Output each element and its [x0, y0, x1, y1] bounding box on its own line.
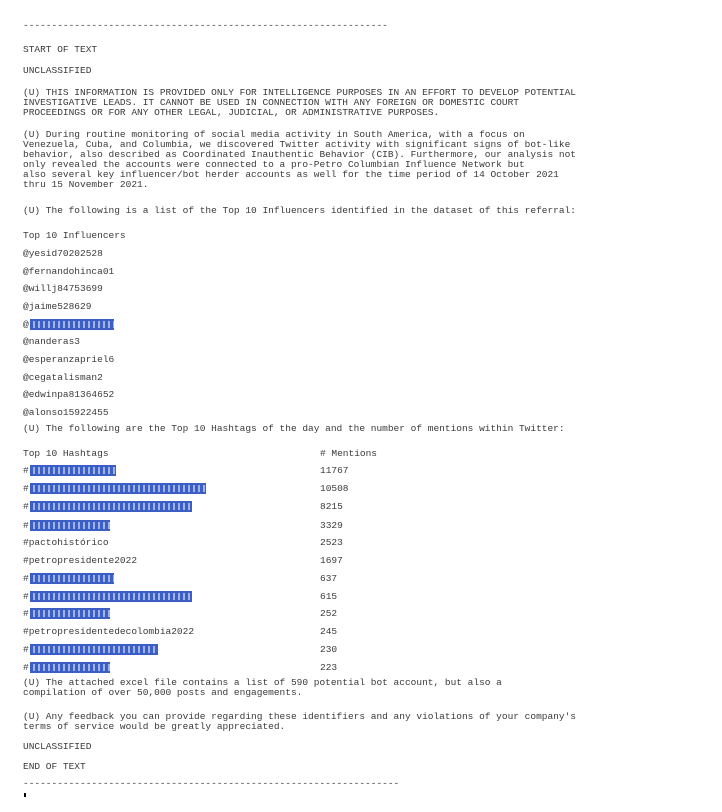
classification-top: UNCLASSIFIED — [23, 65, 92, 76]
notice-line: (U) THIS INFORMATION IS PROVIDED ONLY FOR INTELLIGENCE PURPOSES IN AN EFFORT TO DEVELOP POTENTIAL — [23, 87, 576, 98]
influencer-item: @yesid70202528 — [23, 248, 103, 259]
influencer-item: @jaime528629 — [23, 301, 92, 312]
monitoring-line: (U) During routine monitoring of social media activity in South America, with a focus on — [23, 129, 525, 140]
start-of-text: START OF TEXT — [23, 44, 98, 55]
feedback-line: (U) Any feedback you can provide regarding these identifiers and any violations of your company's — [23, 711, 576, 722]
notice-line: PROCEEDINGS OR FOR ANY OTHER LEGAL, JUDICIAL, OR ADMINISTRATIVE PURPOSES. — [23, 107, 440, 118]
redaction-bar — [30, 319, 114, 330]
hashtags-intro: (U) The following are the Top 10 Hashtags of the day and the number of mentions within Twitter: — [23, 423, 565, 434]
mention-count: 3329 — [320, 520, 343, 531]
redaction-bar — [30, 591, 192, 602]
attached-line: (U) The attached excel file contains a list of 590 potential bot account, but also a — [23, 677, 502, 688]
hashtag-item: #petropresidentedecolombia2022 — [23, 626, 195, 637]
end-of-text: END OF TEXT — [23, 761, 86, 772]
redaction-bar — [30, 501, 192, 512]
monitoring-line: also several key influencer/bot herder accounts as well for the time period of 14 October 2021 — [23, 169, 559, 180]
hashtag-item-redacted: # — [23, 501, 192, 512]
hashtag-item-redacted: # — [23, 573, 114, 584]
hashtag-item-redacted: # — [23, 644, 158, 655]
redaction-bar — [30, 573, 114, 584]
hashtag-item-redacted: # — [23, 608, 110, 619]
mention-count: 252 — [320, 608, 338, 619]
mention-count: 1697 — [320, 555, 343, 566]
hashtag-item: #petropresidente2022 — [23, 555, 138, 566]
mention-count: 11767 — [320, 465, 349, 476]
redaction-bar — [30, 465, 116, 476]
influencer-item: @nanderas3 — [23, 336, 81, 347]
influencers-intro: (U) The following is a list of the Top 10 Influencers identified in the dataset of this referral: — [23, 205, 576, 216]
redaction-bar — [30, 644, 158, 655]
redaction-bar — [30, 520, 110, 531]
hashtag-item-redacted: # — [23, 591, 192, 602]
redaction-bar — [30, 483, 206, 494]
influencer-item: @alonso15922455 — [23, 407, 109, 418]
influencer-item: @willj84753699 — [23, 283, 103, 294]
hashtag-item-redacted: # — [23, 662, 110, 673]
mention-count: 637 — [320, 573, 338, 584]
attached-line: compilation of over 50,000 posts and engagements. — [23, 687, 303, 698]
hashtag-item-redacted: # — [23, 520, 110, 531]
monitoring-line: thru 15 November 2021. — [23, 179, 149, 190]
influencer-item: @fernandohinca01 — [23, 266, 115, 277]
influencer-item-redacted: @ — [23, 319, 114, 330]
mentions-header: # Mentions — [320, 448, 378, 459]
hashtag-item-redacted: # — [23, 483, 206, 494]
feedback-line: terms of service would be greatly appreciated. — [23, 721, 286, 732]
hashtag-item-redacted: # — [23, 465, 116, 476]
mention-count: 223 — [320, 662, 338, 673]
text-cursor — [24, 793, 26, 797]
influencer-item: @cegatalisman2 — [23, 372, 103, 383]
influencers-title: Top 10 Influencers — [23, 230, 126, 241]
mention-count: 615 — [320, 591, 338, 602]
mention-count: 2523 — [320, 537, 343, 548]
monitoring-line: only revealed the accounts were connected to a pro-Petro Columbian Influence Network but — [23, 159, 525, 170]
mention-count: 8215 — [320, 501, 343, 512]
notice-line: INVESTIGATIVE LEADS. IT CANNOT BE USED IN CONNECTION WITH ANY FOREIGN OR DOMESTIC COURT — [23, 97, 519, 108]
influencer-item: @esperanzapriel6 — [23, 354, 115, 365]
bottom-rule: ------------------------------------------------------------------ — [23, 778, 400, 789]
mention-count: 10508 — [320, 483, 349, 494]
hashtags-header: Top 10 Hashtags — [23, 448, 109, 459]
mention-count: 230 — [320, 644, 338, 655]
influencer-item: @edwinpa81364652 — [23, 389, 115, 400]
monitoring-line: Venezuela, Cuba, and Columbia, we discovered Twitter activity with significant signs of bot-like — [23, 139, 571, 150]
redaction-bar — [30, 608, 110, 619]
top-rule: ---------------------------------------------------------------- — [23, 20, 388, 31]
monitoring-line: behavior, also described as Coordinated Inauthentic Behavior (CIB). Furthermore, our analysis not — [23, 149, 576, 160]
hashtag-item: #pactohistórico — [23, 537, 109, 548]
classification-bottom: UNCLASSIFIED — [23, 741, 92, 752]
redaction-bar — [30, 662, 110, 673]
mention-count: 245 — [320, 626, 338, 637]
